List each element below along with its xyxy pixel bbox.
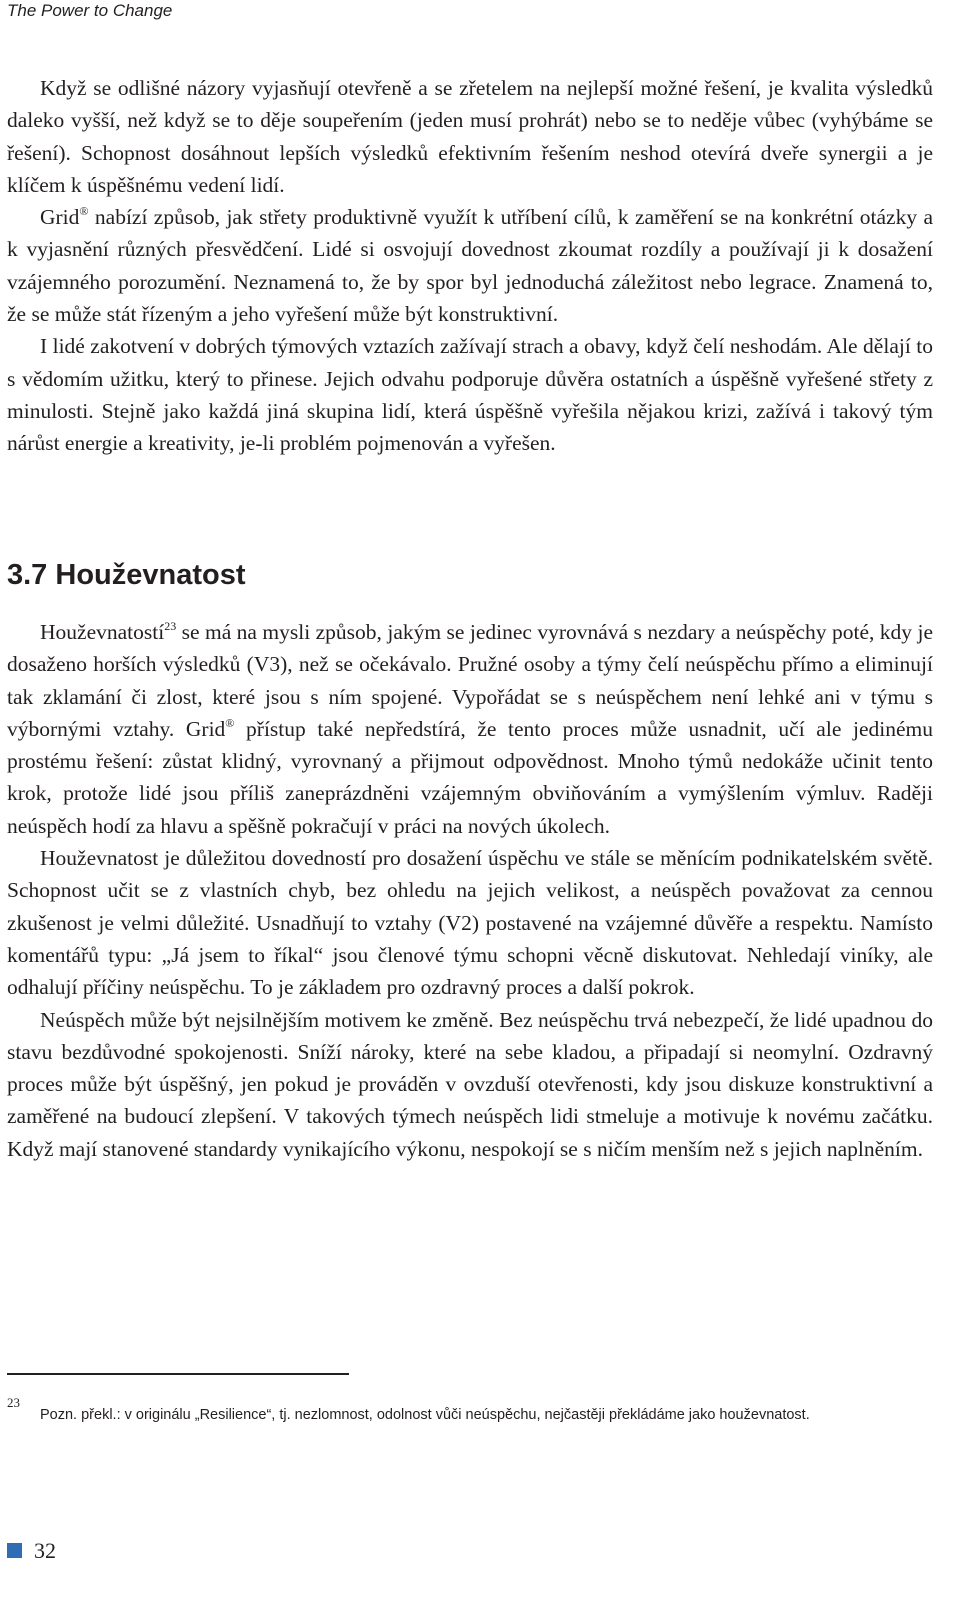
grid-word: Grid [40, 205, 80, 230]
paragraph-text: Houževnatostí [40, 620, 165, 644]
paragraph-text: se má na mysli způsob, jakým se jedinec vyrovnává s nezdary a neúspěchy poté, kdy je dosaženo horších výsledků (V3), než se očekávalo. Pružné osoby a týmy čelí neúspěchu přímo a eliminují tak zklamání či zlost, které jsou s ním spojené. Vypořádat se s neúspěchem není lehké ani v týmu s výbornými vztahy. Grid [7, 620, 933, 741]
registered-mark: ® [225, 715, 235, 730]
running-head: The Power to Change [7, 1, 173, 20]
section-body [7, 616, 933, 1165]
paragraph-grid [7, 201, 933, 330]
paragraph: Houževnatost je důležitou dovedností pro dosažení úspěchu ve stále se měnícím podnikatelském světě. Schopnost učit se z vlastních chyb, bez ohledu na jejich velikost, a neúspěch považovat za cennou zkušenost je velmi důležité. Usnadňují to vztahy (V2) postavené na vzájemné důvěře a respektu. Namísto komentářů typu: „Já jsem to říkal“ jsou členové týmu schopni věcně diskutovat. Nehledají viníky, ale odhalují příčiny neúspěchu. To je základem pro ozdravný proces a další pokrok. [7, 846, 933, 1000]
paragraph-text: nabízí způsob, jak střety produktivně využít k utříbení cílů, k zaměření se na konkrétní otázky a k vyjasnění různých přesvědčení. Lidé si osvojují dovednost zkoumat rozdíly a používají ji k dosažení vzájemného porozumění. Neznamená to, že by spor byl jednoduchá záležitost nebo legrace. Znamená to, že se může stát řízeným a jeho vyřešení může být konstruktivní. [7, 205, 933, 327]
paragraph-with-footnote [7, 616, 933, 842]
paragraph: Neúspěch může být nejsilnějším motivem ke změně. Bez neúspěchu trvá nebezpečí, že lidé upadnou do stavu bezdůvodné spokojenosti. Sníží nároky, které na sebe kladou, a připadají si neomylní. Ozdravný proces může být úspěšný, jen pokud je prováděn v ovzduší otevřenosti, kdy jsou diskuze konstruktivní a zaměřené na budoucí zlepšení. V takových týmech neúspěch lidi stmeluje a motivuje k novému začátku. Když mají stanovené standardy vynikajícího výkonu, nespokojí se s ničím menším než s jejich naplněním. [7, 1007, 933, 1161]
body-text [7, 72, 933, 460]
footnote-text: Pozn. překl.: v originálu „Resilience“, tj. nezlomnost, odolnost vůči neúspěchu, nejčastěji překládáme jako houževnatost. [40, 1407, 810, 1423]
registered-mark: ® [79, 204, 89, 219]
section-heading: 3.7 Houževnatost [7, 559, 246, 591]
paragraph-text: přístup také nepředstírá, že tento proces může usnadnit, učí ale jedinému prostému řešení: zůstat klidný, vyrovnaný a přijmout odpovědnost. Mnoho týmů nedokáže učinit tento krok, protože lidé jsou příliš zaneprázdněni vzájemným obviňováním a vymýšlením výmluv. Raději neúspěch hodí za hlavu a spěšně pokračují v práci na nových úkolech. [7, 716, 933, 838]
footnote-number: 23 [7, 1395, 20, 1410]
footnote-divider [7, 1373, 349, 1375]
footnote-reference[interactable]: 23 [164, 619, 177, 633]
paragraph: Když se odlišné názory vyjasňují otevřeně a se zřetelem na nejlepší možné řešení, je kvalita výsledků daleko vyšší, než když se to děje soupeřením (jeden musí prohrát) nebo se to neděje vůbec (vyhýbáme se řešení). Schopnost dosáhnout lepších výsledků efektivním řešením neshod otevírá dveře synergii a je klíčem k úspěšnému vedení lidí. [7, 76, 933, 197]
page-marker-square [7, 1543, 22, 1558]
page-number: 32 [34, 1538, 56, 1563]
paragraph: I lidé zakotvení v dobrých týmových vztazích zažívají strach a obavy, když čelí neshodám. Ale dělají to s vědomím užitku, který to přinese. Jejich odvahu podporuje důvěra ostatních a úspěšně vyřešené střety z minulosti. Stejně jako každá jiná skupina lidí, která úspěšně vyřešila nějakou krizi, zažívá i takový tým nárůst energie a kreativity, je-li problém pojmenován a vyřešen. [7, 334, 933, 456]
